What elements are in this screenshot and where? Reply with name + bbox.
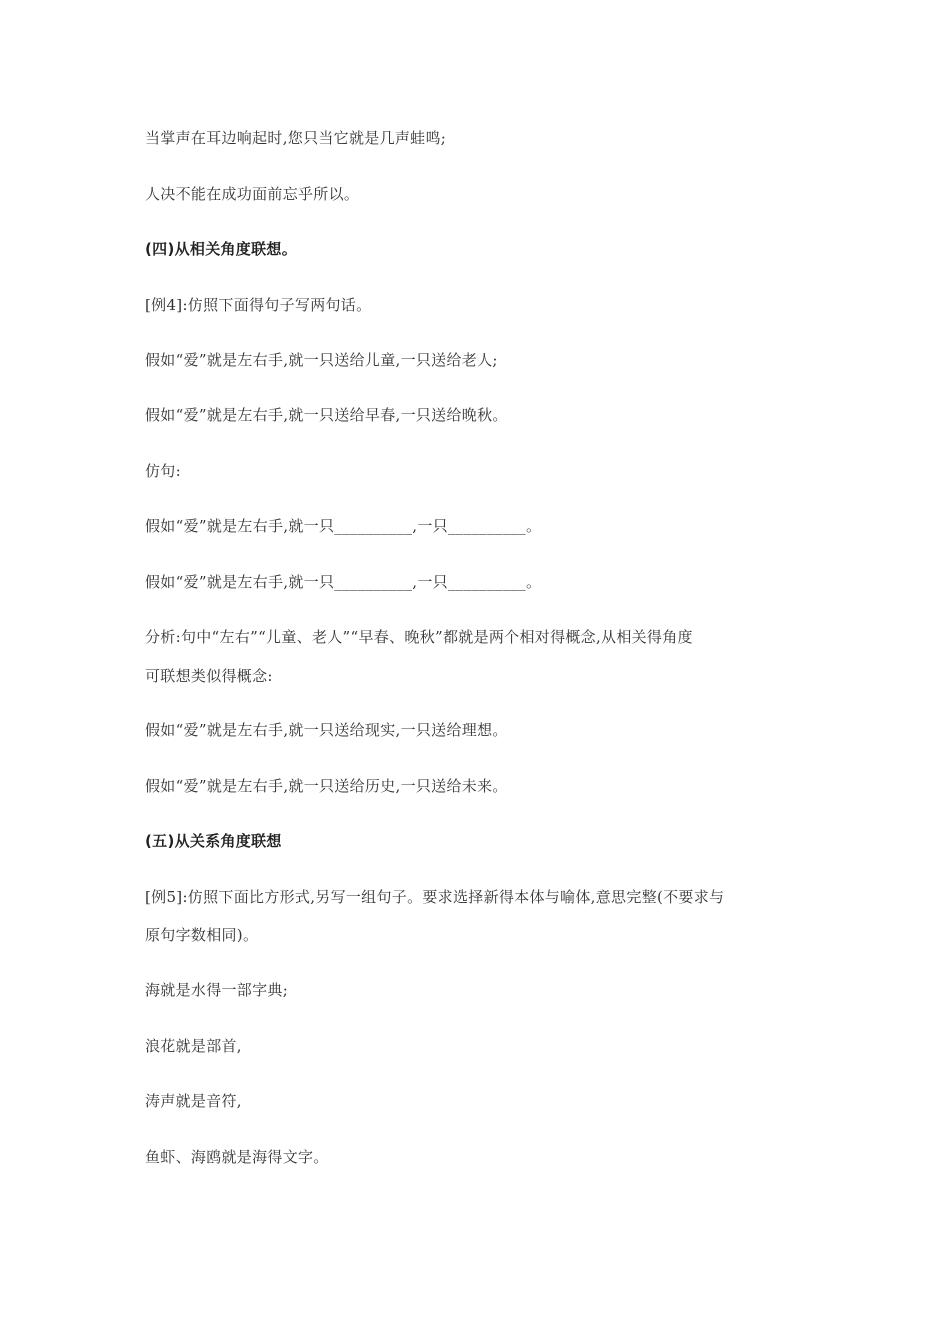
imitation-blank-1: 假如“爱”就是左右手,就一只__________,一只__________。 <box>145 517 542 535</box>
metaphor-line-3: 涛声就是音符, <box>145 1092 242 1110</box>
analysis-line-1: 分析:句中“左右”“儿童、老人”“早春、晚秋”都就是两个相对得概念,从相关得角度 <box>145 628 693 646</box>
paragraph-applause: 当掌声在耳边响起时,您只当它就是几声蛙鸣; <box>145 129 447 147</box>
analysis-line-2: 可联想类似得概念: <box>145 667 273 685</box>
metaphor-line-4: 鱼虾、海鸥就是海得文字。 <box>145 1148 329 1166</box>
imitation-label: 仿句: <box>145 462 181 480</box>
answer-sentence-1: 假如“爱”就是左右手,就一只送给现实,一只送给理想。 <box>145 721 508 739</box>
metaphor-line-1: 海就是水得一部字典; <box>145 981 289 999</box>
section-heading-5: (五)从关系角度联想 <box>145 832 282 850</box>
example-5-prompt-line-1: [例5]:仿照下面比方形式,另写一组句子。要求选择新得本体与喻体,意思完整(不要求与 <box>145 888 725 906</box>
example-4-sentence-1: 假如“爱”就是左右手,就一只送给儿童,一只送给老人; <box>145 351 498 369</box>
section-heading-4: (四)从相关角度联想。 <box>145 240 298 258</box>
example-4-sentence-2: 假如“爱”就是左右手,就一只送给早春,一只送给晚秋。 <box>145 406 508 424</box>
metaphor-line-2: 浪花就是部首, <box>145 1037 242 1055</box>
example-5-prompt-line-2: 原句字数相同)。 <box>145 926 259 944</box>
example-4-prompt: [例4]:仿照下面得句子写两句话。 <box>145 296 372 314</box>
imitation-blank-2: 假如“爱”就是左右手,就一只__________,一只__________。 <box>145 573 542 591</box>
paragraph-success: 人决不能在成功面前忘乎所以。 <box>145 185 360 203</box>
answer-sentence-2: 假如“爱”就是左右手,就一只送给历史,一只送给未来。 <box>145 777 508 795</box>
